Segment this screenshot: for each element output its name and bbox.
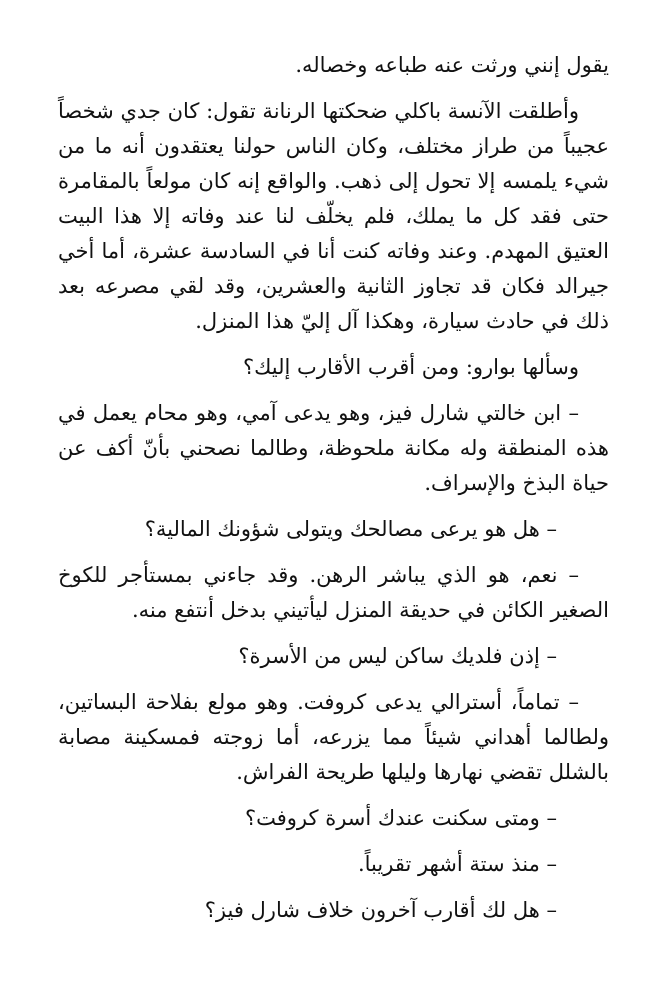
paragraph-9: – ومتى سكنت عندك أسرة كروفت؟ — [244, 806, 557, 830]
paragraph-7: – إذن فلديك ساكن ليس من الأسرة؟ — [238, 644, 557, 668]
paragraph-2: وأطلقت الآنسة باكلي ضحكتها الرنانة تقول: كان جدي شخصاً عجيباً من طراز مختلف، وكان الناس حولنا يعتقدون أنه ما من شيء يلمسه إلا تحول إلى ذهب. والواقع إنه كان مولعاً بالمقامرة حتى فقد كل ما يملك، فلم يخلّف لنا عند وفاته إلا هذا البيت العتيق المهدم. وعند وفاته كنت أنا في السادسة عشرة، أما أخي جيرالد فكان قد تجاوز الثانية والعشرين، وقد لقي مصرعه بعد ذلك في حادث سيارة، وهكذا آل إليّ هذا المنزل. — [58, 99, 609, 333]
paragraph-3: وسألها بوارو: ومن أقرب الأقارب إليك؟ — [242, 355, 579, 379]
paragraph-6: – نعم، هو الذي يباشر الرهن. وقد جاءني بمستأجر للكوخ الصغير الكائن في حديقة المنزل ليأتيني بدخل أنتفع منه. — [58, 563, 609, 622]
paragraph-4: – ابن خالتي شارل فيز، وهو يدعى آمي، وهو محام يعمل في هذه المنطقة وله مكانة ملحوظة، وطالما نصحني بأنّ أكف عن حياة البذخ والإسراف. — [58, 401, 609, 495]
paragraph-11: – هل لك أقارب آخرون خلاف شارل فيز؟ — [204, 898, 557, 922]
paragraph-1: يقول إنني ورثت عنه طباعه وخصاله. — [295, 53, 609, 77]
paragraph-5: – هل هو يرعى مصالحك ويتولى شؤونك المالية؟ — [144, 517, 557, 541]
book-page — [58, 48, 609, 928]
paragraph-8: – تماماً، أسترالي يدعى كروفت. وهو مولع بفلاحة البساتين، ولطالما أهداني شيئاً مما يزرعه، أما زوجته فمسكينة مصابة بالشلل تقضي نهارها وليلها طريحة الفراش. — [58, 690, 609, 784]
paragraph-10: – منذ ستة أشهر تقريباً. — [357, 852, 557, 876]
